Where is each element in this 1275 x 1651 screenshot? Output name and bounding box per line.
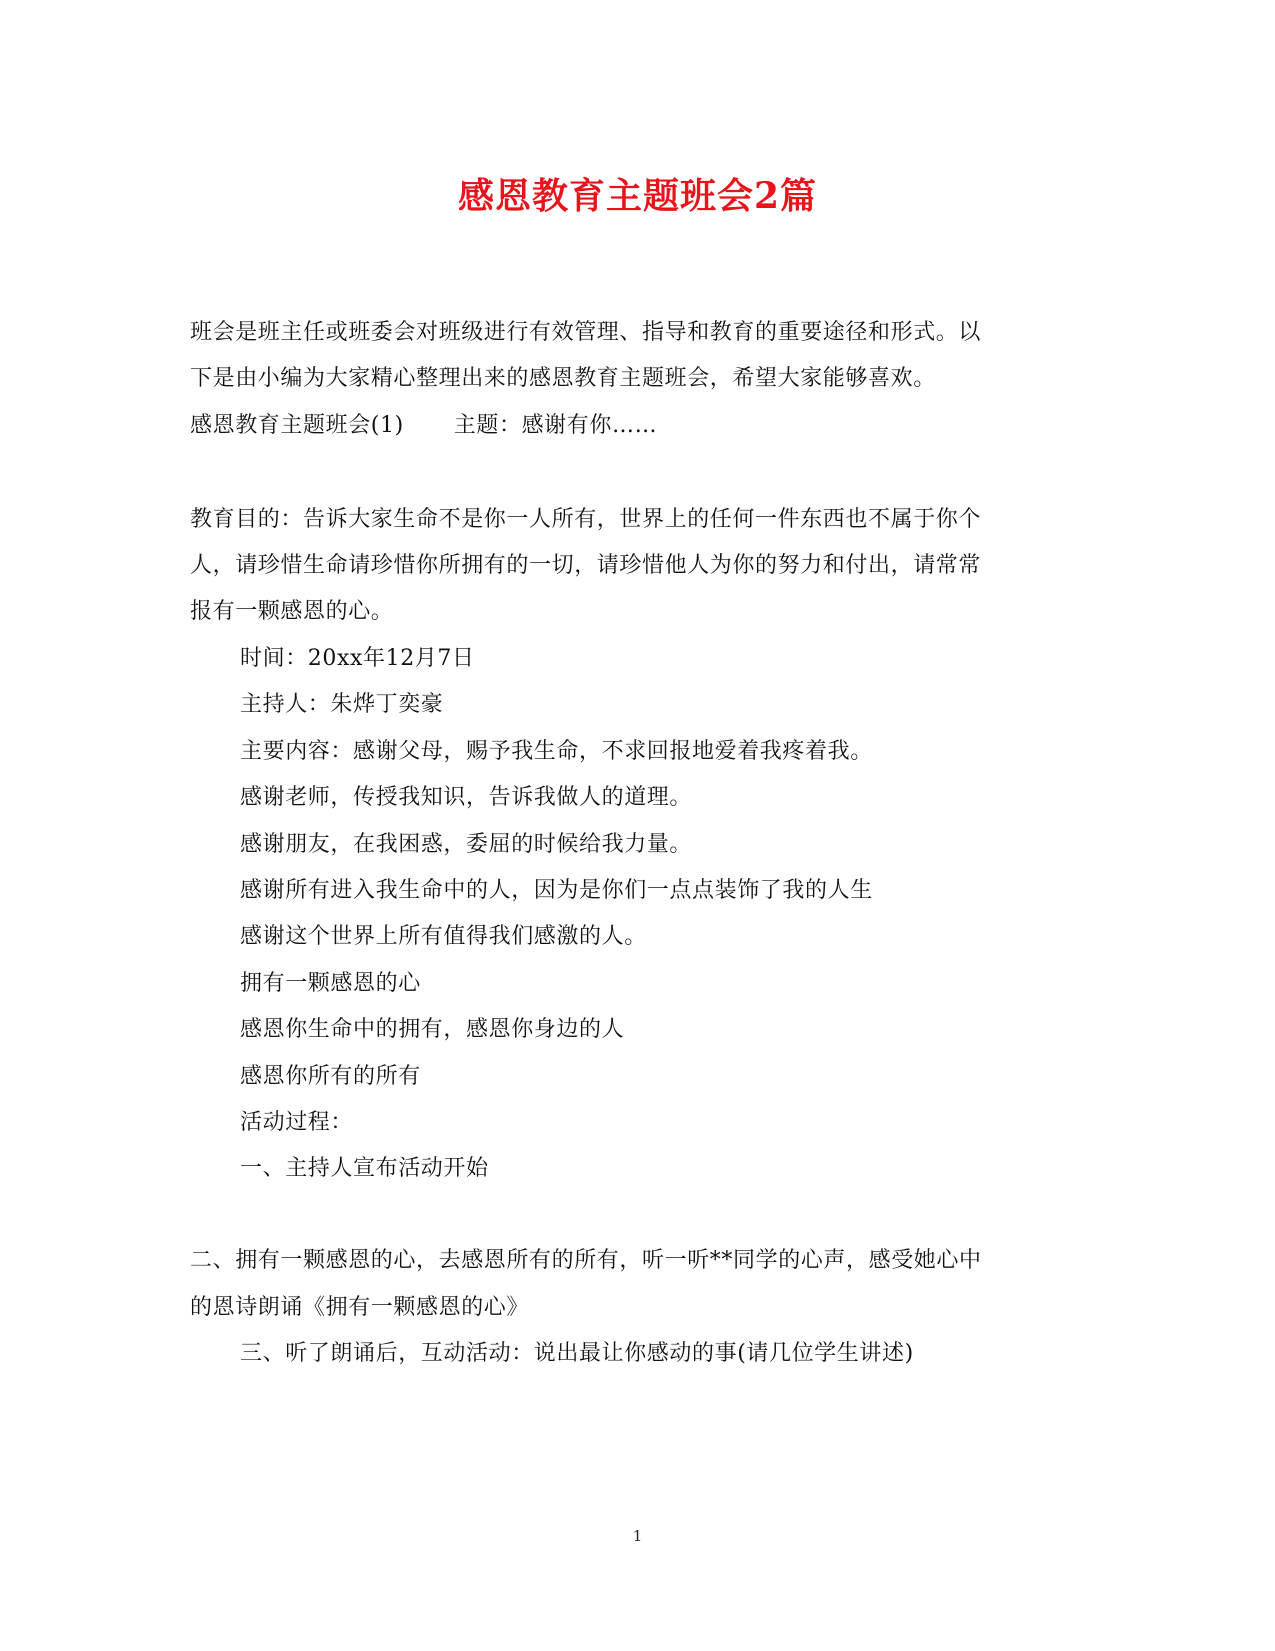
time-line: 时间：20xx年12月7日 [240, 646, 475, 671]
step-2-line-1: 二、拥有一颗感恩的心，去感恩所有的所有，听一听**同学的心声，感受她心中 [190, 1248, 982, 1273]
section-heading-row [190, 411, 657, 441]
document-title: 感恩教育主题班会2篇 [457, 175, 818, 217]
step-1: 一、主持人宣布活动开始 [240, 1156, 489, 1181]
thanks-teacher-line: 感谢老师，传授我知识，告诉我做人的道理。 [240, 785, 693, 810]
purpose-line-2: 人，请珍惜生命请珍惜你所拥有的一切，请珍惜他人为你的努力和付出，请常常 [190, 553, 982, 578]
intro-line-1: 班会是班主任或班委会对班级进行有效管理、指导和教育的重要途径和形式。以 [190, 320, 982, 345]
section-1-theme: 主题：感谢有你…… [453, 413, 658, 438]
thanks-everyone-line: 感谢所有进入我生命中的人，因为是你们一点点装饰了我的人生 [240, 878, 873, 903]
grateful-heart-line: 拥有一颗感恩的心 [240, 971, 421, 996]
grateful-all-line: 感恩你所有的所有 [240, 1064, 421, 1089]
section-1-heading: 感恩教育主题班会(1) [190, 413, 404, 438]
purpose-line-3: 报有一颗感恩的心。 [190, 599, 394, 624]
page-number: 1 [632, 1527, 643, 1545]
thanks-world-line: 感谢这个世界上所有值得我们感激的人。 [240, 924, 647, 949]
host-line: 主持人：朱烨丁奕豪 [240, 692, 444, 717]
intro-line-2: 下是由小编为大家精心整理出来的感恩教育主题班会，希望大家能够喜欢。 [190, 366, 936, 391]
step-2-line-2: 的恩诗朗诵《拥有一颗感恩的心》 [190, 1295, 530, 1320]
process-label: 活动过程： [240, 1110, 354, 1135]
step-3: 三、听了朗诵后，互动活动：说出最让你感动的事(请几位学生讲述) [240, 1341, 914, 1366]
thanks-friend-line: 感谢朋友，在我困惑，委屈的时候给我力量。 [240, 832, 693, 857]
purpose-line-1: 教育目的：告诉大家生命不是你一人所有，世界上的任何一件东西也不属于你个 [190, 507, 982, 532]
grateful-life-line: 感恩你生命中的拥有，感恩你身边的人 [240, 1017, 625, 1042]
content-intro-line: 主要内容：感谢父母，赐予我生命，不求回报地爱着我疼着我。 [240, 739, 873, 764]
